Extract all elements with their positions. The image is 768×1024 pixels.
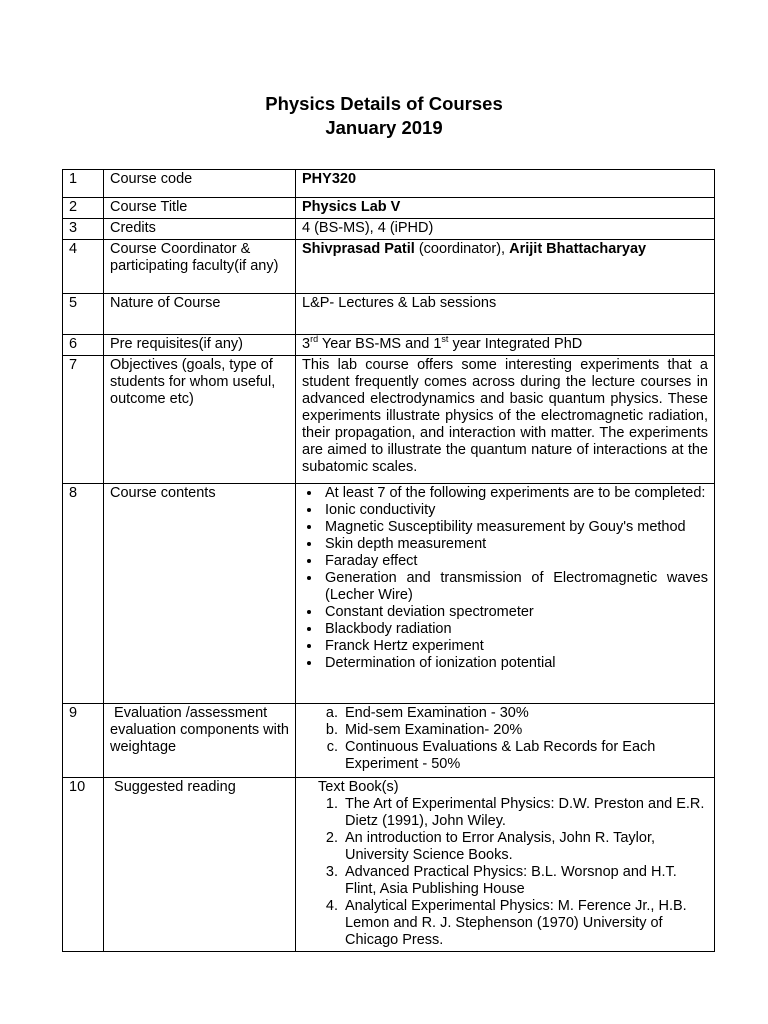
row-number: 2	[63, 198, 104, 219]
coordinator-role: (coordinator),	[414, 241, 510, 257]
list-item: • Faraday effect	[322, 553, 708, 570]
course-details-table	[62, 169, 715, 952]
course-code-value: PHY320	[296, 170, 715, 198]
faculty-name: Arijit Bhattacharyay	[509, 241, 647, 257]
table-row	[63, 778, 715, 952]
list-item: c. Continuous Evaluations & Lab Records for Each Experiment - 50%	[342, 739, 708, 773]
prereq-text: year Integrated PhD	[448, 336, 583, 352]
list-item: a. End-sem Examination - 30%	[342, 705, 708, 722]
evaluation-list	[302, 705, 708, 773]
list-item: 4. Analytical Experimental Physics: M. Ference Jr., H.B. Lemon and R. J. Stephenson (1970) University of Chicago Press.	[342, 898, 708, 949]
row-label: Course Coordinator & participating faculty(if any)	[104, 240, 296, 294]
row-label: Objectives (goals, type of students for whom useful, outcome etc)	[104, 356, 296, 484]
table-row	[63, 484, 715, 704]
title-line-2: January 2019	[325, 117, 443, 138]
course-contents-value	[296, 484, 715, 704]
table-row	[63, 704, 715, 778]
list-item: • Franck Hertz experiment	[322, 638, 708, 655]
row-label: Course contents	[104, 484, 296, 704]
table-row	[63, 198, 715, 219]
suggested-reading-value	[296, 778, 715, 952]
list-item: 1. The Art of Experimental Physics: D.W. Preston and E.R. Dietz (1991), John Wiley.	[342, 796, 708, 830]
objectives-value: This lab course offers some interesting experiments that a student frequently comes across during the lecture courses in advanced electrodynamics and basic quantum physics. These experiments illustrate physics of the electromagnetic radiation, their propagation, and interaction with matter. The experiments are aimed to illustrate the quantum nature of interactions at the subatomic scales.	[296, 356, 715, 484]
row-number: 7	[63, 356, 104, 484]
prereq-superscript: st	[441, 334, 449, 345]
list-item: • Skin depth measurement	[322, 536, 708, 553]
list-item: b. Mid-sem Examination- 20%	[342, 722, 708, 739]
coordinator-value	[296, 240, 715, 294]
row-number: 4	[63, 240, 104, 294]
textbooks-heading: Text Book(s)	[318, 779, 399, 795]
prereq-superscript: rd	[310, 334, 319, 345]
list-item: • Ionic conductivity	[322, 502, 708, 519]
row-label: Course code	[104, 170, 296, 198]
coordinator-name: Shivprasad Patil	[302, 241, 415, 257]
list-item: • Constant deviation spectrometer	[322, 604, 708, 621]
list-item: • Determination of ionization potential	[322, 655, 708, 672]
row-number: 1	[63, 170, 104, 198]
row-label: Course Title	[104, 198, 296, 219]
row-label: Evaluation /assessment evaluation components with weightage	[104, 704, 296, 778]
title-line-1: Physics Details of Courses	[265, 93, 503, 114]
table-row	[63, 294, 715, 335]
textbooks-list	[302, 796, 708, 949]
list-item: 2. An introduction to Error Analysis, John R. Taylor, University Science Books.	[342, 830, 708, 864]
evaluation-value	[296, 704, 715, 778]
prerequisites-value	[296, 335, 715, 356]
row-number: 6	[63, 335, 104, 356]
row-number: 9	[63, 704, 104, 778]
table-row	[63, 335, 715, 356]
prereq-text: Year BS-MS and 1	[318, 336, 442, 352]
row-number: 10	[63, 778, 104, 952]
row-label: Pre requisites(if any)	[104, 335, 296, 356]
experiments-list	[302, 485, 708, 672]
table-row	[63, 219, 715, 240]
list-item: 3. Advanced Practical Physics: B.L. Worsnop and H.T. Flint, Asia Publishing House	[342, 864, 708, 898]
table-row	[63, 240, 715, 294]
prereq-text: 3	[302, 336, 311, 352]
table-row	[63, 170, 715, 198]
credits-value: 4 (BS-MS), 4 (iPHD)	[296, 219, 715, 240]
table-row	[63, 356, 715, 484]
row-number: 5	[63, 294, 104, 335]
list-item: • Blackbody radiation	[322, 621, 708, 638]
document-title	[0, 92, 768, 140]
list-item: • Generation and transmission of Electromagnetic waves (Lecher Wire)	[322, 570, 708, 604]
row-number: 8	[63, 484, 104, 704]
row-label: Credits	[104, 219, 296, 240]
row-label: Nature of Course	[104, 294, 296, 335]
row-label: Suggested reading	[104, 778, 296, 952]
list-item: • At least 7 of the following experiments are to be completed:	[322, 485, 708, 502]
row-number: 3	[63, 219, 104, 240]
nature-value: L&P- Lectures & Lab sessions	[296, 294, 715, 335]
list-item: • Magnetic Susceptibility measurement by Gouy's method	[322, 519, 708, 536]
course-title-value: Physics Lab V	[296, 198, 715, 219]
